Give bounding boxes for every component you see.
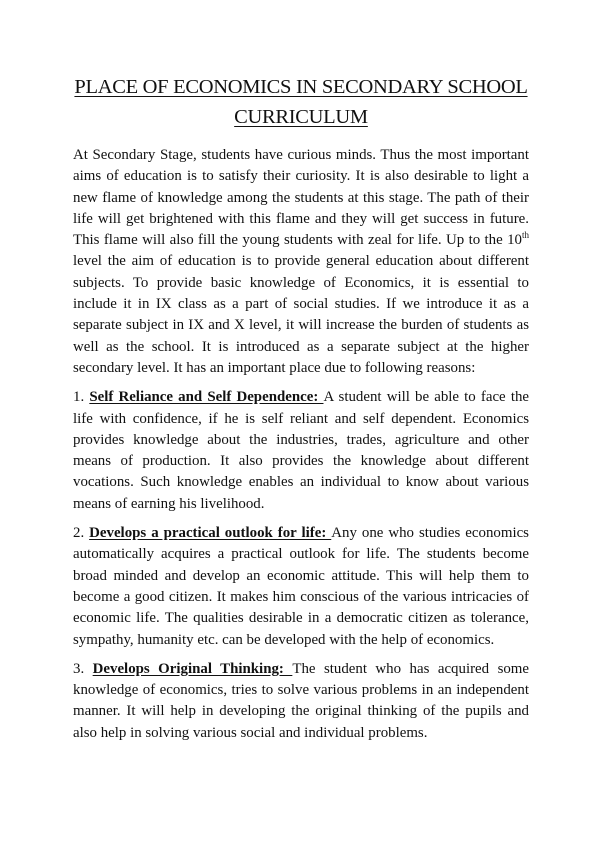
- point-2-text: Any one who studies economics automatically acquires a practical outlook for life. The students become broad minded and develop an economic attitude. This will help them to become a good citizen. It makes him conscious of the various intricacies of economic life. The qualities desirable in a democratic citizen as tolerance, sympathy, humanity etc. can be developed with the help of economics.: [73, 525, 529, 648]
- point-3-text: The student who has acquired some knowledge of economics, tries to solve various problems in an independent manner. It will help in developing the original thinking of the pupils and also help in solving various social and individual problems.: [73, 660, 529, 741]
- point-3-number: 3.: [73, 660, 93, 677]
- point-1-heading: Self Reliance and Self Dependence:: [89, 389, 324, 406]
- document-title: PLACE OF ECONOMICS IN SECONDARY SCHOOL CURRICULUM: [74, 76, 528, 128]
- point-1-text: A student will be able to face the life with confidence, if he is self reliant and self dependent. Economics provides knowledge about the industries, trades, agriculture and other means of production. It also provides the knowledge about different vocations. Such knowledge enables an individual to know about various means of earning his livelihood.: [73, 389, 530, 512]
- intro-paragraph: [73, 145, 529, 379]
- point-2-paragraph: [73, 523, 529, 651]
- point-2-heading: Develops a practical outlook for life:: [89, 525, 332, 542]
- intro-text-part1: At Secondary Stage, students have curious minds. Thus the most important aims of education is to satisfy their curiosity. It is also desirable to light a new flame of knowledge among the students at this stage. The path of their life will get brightened with this flame and they will get success in future. This flame will also fill the young students with zeal for life. Up to the 10: [73, 147, 529, 249]
- point-3-paragraph: [73, 659, 529, 744]
- point-1-number: 1.: [73, 389, 90, 406]
- document-page: [73, 72, 529, 752]
- point-1-paragraph: [73, 387, 529, 515]
- ordinal-suffix: th: [521, 230, 529, 241]
- point-3-heading: Develops Original Thinking:: [92, 660, 293, 677]
- point-2-number: 2.: [73, 525, 90, 542]
- intro-text-part2: level the aim of education is to provide general education about different subjects. To provide basic knowledge of Economics, it is essential to include it in IX class as a part of social studies. If we introduce it as a separate subject in IX and X level, it will increase the burden of students as well as the school. It is introduced as a separate subject at the higher secondary level. It has an important place due to following reasons:: [73, 253, 529, 376]
